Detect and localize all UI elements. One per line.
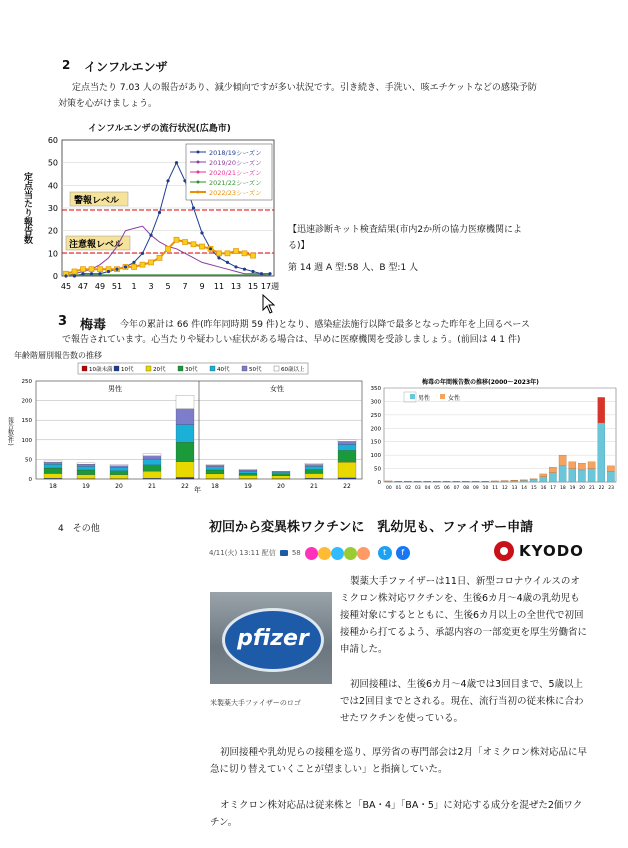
age-bar-segment <box>338 462 356 478</box>
svg-text:0: 0 <box>377 480 381 486</box>
news-para2: 初回接種は、生後6カ月～4歳では3回目まで、5歳以上 では2回目までとされる。現在、流行当初の従来株に合わ せたワクチンを使っている。 <box>340 679 584 724</box>
age-bar-segment <box>272 474 290 476</box>
age-bar-segment <box>44 474 62 479</box>
caution-label: 注意報レベル <box>69 240 124 250</box>
flu-chart-title: インフルエンザの流行状況(広島市) <box>88 124 231 134</box>
section2-number: 2 <box>62 58 71 72</box>
flu-xtick: 49 <box>94 282 106 291</box>
age-xlabel: 年 <box>194 486 201 494</box>
svg-text:350: 350 <box>370 386 381 392</box>
annual-bar-male <box>511 481 518 482</box>
flu-legend-item: 2021/22シーズン <box>209 179 262 187</box>
svg-text:11: 11 <box>492 486 499 491</box>
flu-xtick: 17週 <box>260 282 280 291</box>
svg-text:200: 200 <box>21 398 32 405</box>
flu-xtick: 9 <box>199 282 205 291</box>
news-para3: 初回接種や乳幼児らの接種を巡り、厚労省の専門部会は2月「オミクロン株対応品に早 急に切り替えていくことが望ましい」と指摘していた。 <box>210 747 588 775</box>
flu-legend-item: 2022/23シーズン <box>209 189 262 197</box>
svg-text:20: 20 <box>277 483 285 490</box>
rapid-test-result: 第 14 週 A 型:58 人、B 型:1 人 <box>288 263 419 273</box>
svg-text:50: 50 <box>374 466 381 473</box>
age-bar-segment <box>110 475 128 479</box>
section3-title: 梅毒 <box>80 318 107 333</box>
age-bar-segment <box>239 469 257 470</box>
annual-bar-male <box>520 480 527 482</box>
age-bar-segment <box>239 470 257 471</box>
news-para4: オミクロン株対応品は従来株と「BA・4」「BA・5」に対応する成分を混ぜた2価ワク チン。 <box>210 800 583 828</box>
age-bar-segment <box>143 454 161 456</box>
news-title[interactable]: 初回から変異株ワクチンに 乳幼児も、ファイザー申請 <box>209 520 534 535</box>
kyodo-mark-icon <box>494 541 514 561</box>
svg-text:250: 250 <box>21 379 32 385</box>
svg-text:250: 250 <box>370 412 381 419</box>
age-bar-segment <box>77 475 95 479</box>
age-legend-item: 30代 <box>185 367 198 373</box>
svg-text:200: 200 <box>370 426 381 433</box>
age-bar-segment <box>143 471 161 478</box>
age-legend-item: 20代 <box>153 367 166 373</box>
section3-para2: で報告されています。心当たりや疑わしい症状がある場合は、早めに医療機関を受診しましょう。(前回は 4 1 件) <box>62 335 521 345</box>
flu-xtick: 51 <box>111 282 123 291</box>
svg-text:18: 18 <box>49 483 57 490</box>
section3-number: 3 <box>58 314 68 329</box>
twitter-icon[interactable]: t <box>378 546 392 560</box>
age-bar-segment <box>44 464 62 468</box>
flu-xtick: 45 <box>60 282 72 291</box>
age-bar-segment <box>305 470 323 474</box>
flu-xtick: 11 <box>213 282 225 291</box>
annual-bar-male <box>559 466 566 482</box>
flu-ytick: 50 <box>47 158 58 168</box>
svg-text:0: 0 <box>28 477 32 483</box>
section2-para2: 対策を心がけましょう。 <box>58 99 158 109</box>
annual-bar-male <box>549 473 556 482</box>
flu-legend-item: 2020/21シーズン <box>209 169 262 177</box>
annual-bar-male <box>569 469 576 482</box>
flu-ytick: 20 <box>47 226 58 236</box>
age-bar-segment <box>305 474 323 479</box>
svg-text:21: 21 <box>148 483 156 490</box>
age-bar-segment <box>176 477 194 478</box>
flu-ytick: 40 <box>47 181 58 191</box>
alert-label: 警報レベル <box>74 196 120 206</box>
svg-text:22: 22 <box>598 486 605 491</box>
svg-text:02: 02 <box>405 486 412 491</box>
age-bar-segment <box>110 466 128 468</box>
svg-text:150: 150 <box>21 418 32 425</box>
annual-bar-female <box>559 455 566 466</box>
annual-bar-male <box>530 480 537 482</box>
svg-text:22: 22 <box>181 483 189 490</box>
svg-text:06: 06 <box>443 486 450 491</box>
age-bar-segment <box>206 470 224 474</box>
age-bar-segment <box>272 472 290 473</box>
svg-text:20: 20 <box>115 483 123 490</box>
svg-text:300: 300 <box>370 399 381 406</box>
annual-bar-male <box>607 471 614 482</box>
age-bar-segment <box>239 475 257 478</box>
annual-bar-female <box>540 474 547 477</box>
annual-bar-female <box>588 462 595 469</box>
svg-text:05: 05 <box>434 486 441 491</box>
flu-ytick: 60 <box>47 136 58 145</box>
flu-ytick: 30 <box>47 204 58 213</box>
age-bar-segment <box>44 462 62 464</box>
svg-text:09: 09 <box>472 486 479 491</box>
annual-bar-female <box>569 462 576 469</box>
svg-text:13: 13 <box>511 486 518 491</box>
age-bar-segment <box>305 466 323 469</box>
comment-icon[interactable] <box>280 550 288 556</box>
flu-xtick: 3 <box>148 282 154 291</box>
age-chart <box>8 361 358 493</box>
svg-text:04: 04 <box>424 486 431 491</box>
age-legend-item: 50代 <box>249 367 262 373</box>
flu-xtick: 15 <box>247 282 259 291</box>
age-bar-segment <box>143 456 161 459</box>
svg-text:100: 100 <box>21 437 32 444</box>
svg-text:18: 18 <box>559 486 566 491</box>
age-bar-segment <box>110 468 128 471</box>
age-bar-segment <box>206 464 224 465</box>
age-bar-segment <box>206 467 224 470</box>
svg-text:19: 19 <box>569 486 576 491</box>
mouse-cursor-icon <box>262 294 276 314</box>
svg-text:16: 16 <box>540 486 547 491</box>
svg-text:07: 07 <box>453 486 460 491</box>
age-chart-caption: 年齢階層別報告数の推移 <box>14 351 102 360</box>
age-legend-item: 40代 <box>217 367 230 373</box>
svg-text:14: 14 <box>521 486 528 491</box>
section2-para1: 定点当たり 7.03 人の報告があり、減少傾向ですが多い状況です。引き続き、手洗い、咳エチケットなどの感染予防 <box>72 83 537 93</box>
news-meta: 4/11(火) 13:11 配信 <box>209 549 276 557</box>
legend-male: 男性 <box>418 395 431 402</box>
photo-caption: 米製薬大手ファイザーのロゴ <box>210 699 301 707</box>
section4-label: 4 その他 <box>58 524 100 534</box>
section3-para1: 今年の累計は 66 件(昨年同時期 59 件)となり、感染症法施行以降で最多となった昨年を上回るペース <box>120 320 530 330</box>
flu-ytick: 0 <box>52 272 58 281</box>
svg-text:23: 23 <box>608 486 615 491</box>
svg-text:21: 21 <box>310 483 318 490</box>
age-bar-segment <box>206 465 224 467</box>
age-bar-segment <box>338 450 356 462</box>
age-bar-segment <box>77 464 95 466</box>
svg-text:15: 15 <box>530 486 537 491</box>
female-label: 女性 <box>270 385 284 393</box>
age-bar-segment <box>338 478 356 479</box>
svg-text:19: 19 <box>82 483 90 490</box>
age-bar-segment <box>44 478 62 479</box>
age-bar-segment <box>305 478 323 479</box>
age-bar-segment <box>305 463 323 464</box>
age-bar-segment <box>176 425 194 443</box>
rapid-test-line1: 【迅速診断キット検査結果(市内2か所の協力医療機関によ <box>288 225 523 235</box>
annual-title: 梅毒の年間報告数の推移(2000～2023年) <box>422 379 539 386</box>
age-bar-segment <box>239 473 257 475</box>
age-bar-segment <box>176 442 194 462</box>
annual-chart <box>362 376 620 496</box>
flu-xtick: 13 <box>230 282 242 291</box>
annual-bar-female <box>549 467 556 472</box>
svg-text:50: 50 <box>25 457 32 464</box>
svg-text:100: 100 <box>370 453 381 460</box>
age-bar-segment <box>110 464 128 465</box>
svg-text:08: 08 <box>463 486 470 491</box>
flu-chart <box>34 134 284 300</box>
rapid-test-line2: る)】 <box>288 241 310 251</box>
svg-text:10: 10 <box>482 486 489 491</box>
annual-bar-male <box>578 470 585 482</box>
male-label: 男性 <box>108 385 122 393</box>
flu-legend-item: 2019/20シーズン <box>209 159 262 167</box>
age-bar-segment <box>338 441 356 444</box>
age-bar-segment <box>44 461 62 462</box>
svg-text:03: 03 <box>414 486 421 491</box>
svg-text:22: 22 <box>343 483 351 490</box>
age-bar-segment <box>338 445 356 451</box>
age-bar-segment <box>176 395 194 409</box>
kyodo-logo <box>494 541 584 561</box>
svg-text:21: 21 <box>588 486 595 491</box>
age-bar-segment <box>176 409 194 425</box>
svg-text:18: 18 <box>211 483 219 490</box>
svg-text:17: 17 <box>550 486 557 491</box>
svg-text:01: 01 <box>395 486 402 491</box>
flu-xtick: 7 <box>182 282 188 291</box>
age-bar-segment <box>143 465 161 471</box>
svg-text:12: 12 <box>501 486 508 491</box>
annual-bar-female <box>578 463 585 470</box>
section2-title: インフルエンザ <box>84 60 168 74</box>
flu-xtick: 47 <box>77 282 89 291</box>
age-bar-segment <box>77 463 95 464</box>
age-bar-segment <box>338 440 356 442</box>
facebook-icon[interactable]: f <box>396 546 410 560</box>
age-ylabel: 報告数(件) <box>6 417 14 446</box>
age-bar-segment <box>176 462 194 478</box>
age-bar-segment <box>272 472 290 474</box>
comment-count[interactable]: 58 <box>291 549 301 557</box>
age-bar-segment <box>272 476 290 479</box>
svg-text:00: 00 <box>385 486 392 491</box>
kyodo-text: KYODO <box>519 542 584 560</box>
age-legend-item: 10代 <box>121 367 134 373</box>
flu-xtick: 5 <box>165 282 171 291</box>
svg-text:20: 20 <box>579 486 586 491</box>
reaction-icons[interactable] <box>305 547 370 560</box>
flu-ytick: 10 <box>47 249 58 259</box>
annual-bar-male <box>540 477 547 482</box>
flu-chart-ylabel: 定点当たり報告数 <box>22 172 32 244</box>
age-bar-segment <box>305 464 323 466</box>
news-para1: 製薬大手ファイザーは11日、新型コロナウイルスのオ ミクロン株対応ワクチンを、生後6カ月～4歳の乳幼児も 接種対象にするとともに、生後6カ月以上の全世代で初回 接種から打てるよう、承認内容の一部変更を厚生労働省に 申請した。 <box>340 576 588 655</box>
age-bar-segment <box>110 471 128 475</box>
annual-bar-male <box>598 423 605 482</box>
news-photo[interactable] <box>210 592 332 684</box>
pfizer-logo: pfizer <box>222 608 324 672</box>
age-legend-item: 60歳以上 <box>281 367 305 373</box>
age-bar-segment <box>44 468 62 473</box>
flu-xtick: 1 <box>131 282 137 291</box>
annual-bar-female <box>607 466 614 471</box>
annual-bar-male <box>501 481 508 482</box>
age-bar-segment <box>239 471 257 473</box>
age-bar-segment <box>77 466 95 470</box>
annual-bar-female <box>520 480 527 481</box>
legend-female: 女性 <box>448 395 461 402</box>
age-bar-segment <box>143 478 161 479</box>
svg-text:19: 19 <box>244 483 252 490</box>
annual-bar-male <box>588 469 595 482</box>
age-bar-segment <box>77 470 95 475</box>
age-legend-item: 10歳未満 <box>89 367 113 373</box>
flu-legend-item: 2018/19シーズン <box>209 149 262 157</box>
annual-bar-female <box>530 479 537 480</box>
svg-text:150: 150 <box>370 439 381 446</box>
annual-bar-female <box>511 480 518 481</box>
age-bar-segment <box>206 474 224 479</box>
annual-bar-female <box>598 397 605 423</box>
age-bar-segment <box>143 459 161 465</box>
